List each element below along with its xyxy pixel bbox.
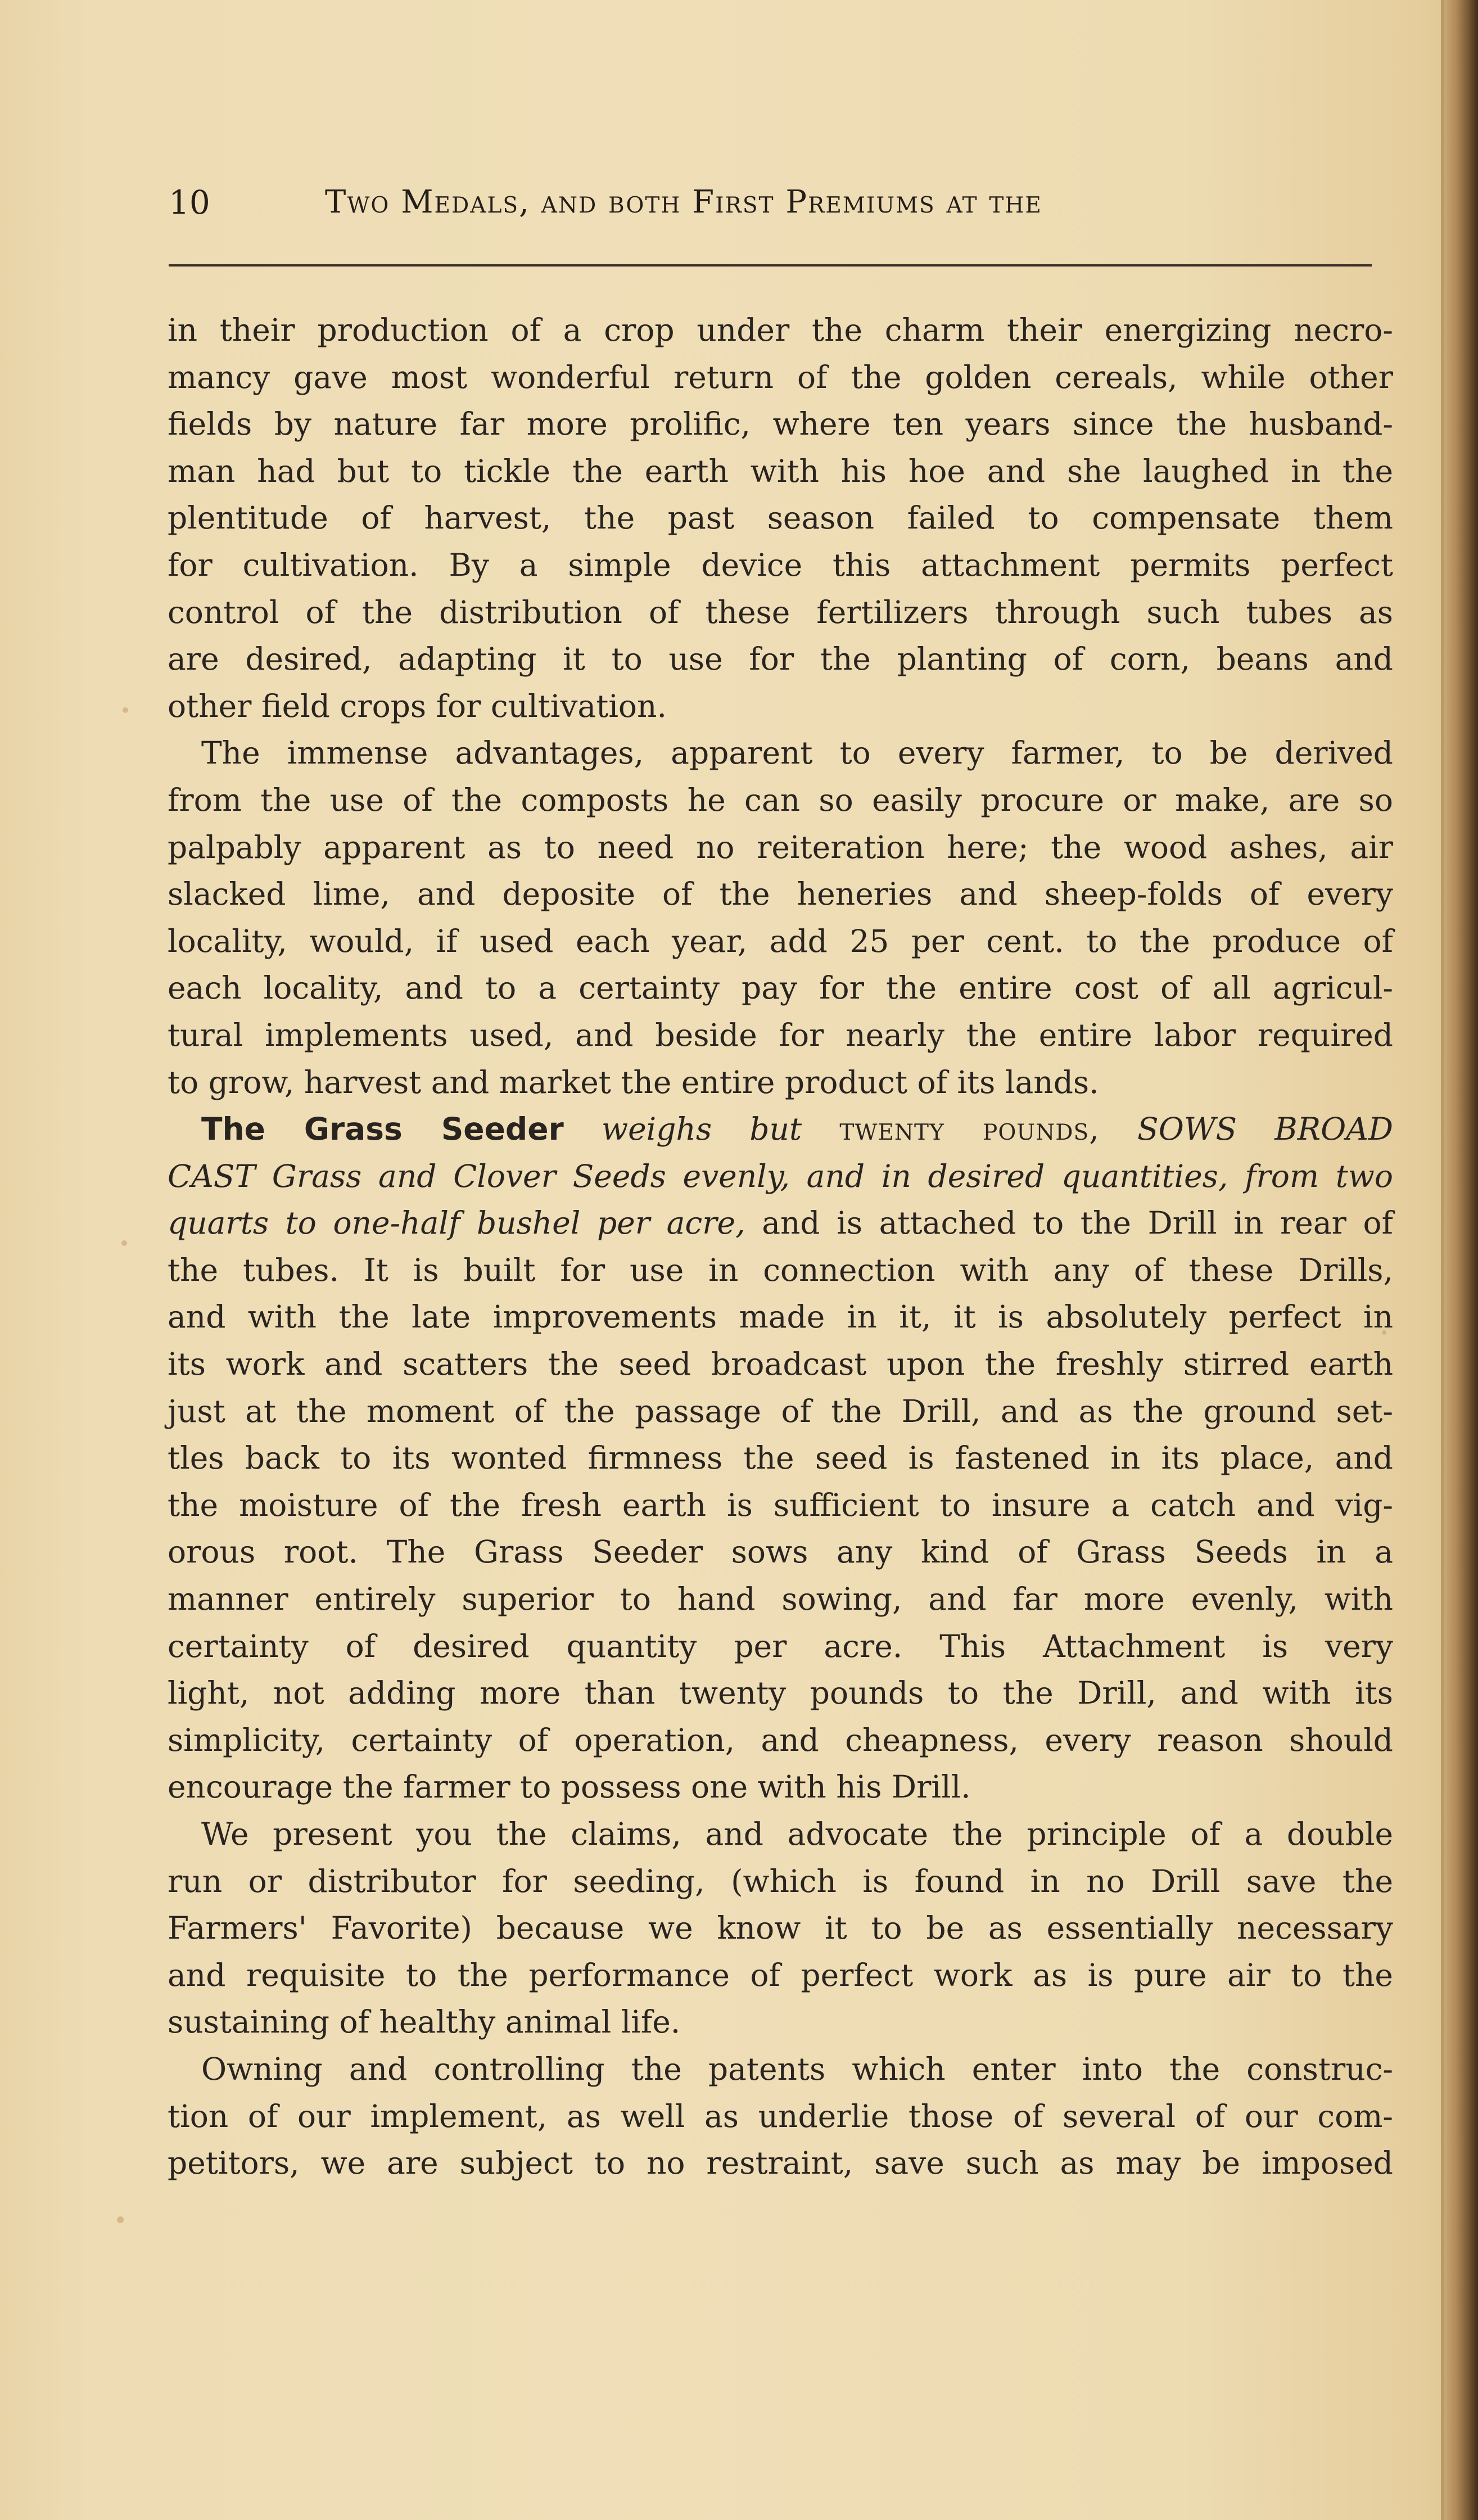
- text-line: light, not adding more than twenty pounds to the Drill, and with its: [168, 1675, 1393, 1711]
- text-line: and requisite to the performance of perfect work as is pure air to the: [168, 1957, 1393, 1993]
- paragraph: [168, 1811, 1393, 2046]
- italic-text: quarts to one-half bushel per acre,: [168, 1205, 745, 1241]
- text-line: tles back to its wonted firmness the seed is fastened in its place, and: [168, 1440, 1393, 1476]
- text-line: tion of our implement, as well as underlie those of several of our com-: [168, 2098, 1393, 2134]
- italic-text: weighs but: [602, 1111, 802, 1148]
- page-number: 10: [169, 183, 210, 222]
- italic-text: SOWS BROAD: [1137, 1111, 1394, 1148]
- text-line: The immense advantages, apparent to every farmer, to be derived: [201, 735, 1393, 771]
- text-line: sustaining of healthy animal life.: [168, 2004, 681, 2040]
- text-line: the moisture of the fresh earth is sufficient to insure a catch and vig-: [168, 1487, 1393, 1523]
- book-spine-edge: [1444, 0, 1478, 2520]
- text-line: slacked lime, and deposite of the heneries and sheep-folds of every: [168, 876, 1393, 913]
- section-heading: The Grass Seeder: [201, 1111, 564, 1148]
- text-line: [168, 1106, 1393, 1153]
- text-line: [168, 1200, 1393, 1247]
- paragraph-grass-seeder: [168, 1106, 1393, 1811]
- paper-stain: [121, 1240, 127, 1246]
- text-line: mancy gave most wonderful return of the golden cereals, while other: [168, 359, 1393, 395]
- text-line: from the use of the composts he can so easily procure or make, are so: [168, 782, 1393, 818]
- text-line: CAST Grass and Clover Seeds evenly, and in desired quantities, from two: [168, 1158, 1393, 1194]
- text-line: fields by nature far more prolific, where ten years since the husband-: [168, 406, 1393, 442]
- paper-stain: [117, 2216, 124, 2223]
- text-line: plentitude of harvest, the past season failed to compensate them: [168, 500, 1393, 536]
- running-head: Two Medals, and both First Premiums at the: [325, 184, 1042, 220]
- text-line: run or distributor for seeding, (which is found in no Drill save the: [168, 1863, 1393, 1899]
- text-line: and with the late improvements made in it, it is absolutely perfect in: [168, 1299, 1393, 1335]
- text-line: simplicity, certainty of operation, and cheapness, every reason should: [168, 1722, 1393, 1758]
- text-line: are desired, adapting it to use for the planting of corn, beans and: [168, 641, 1393, 678]
- text-line: to grow, harvest and market the entire product of its lands.: [168, 1064, 1099, 1100]
- text-line: in their production of a crop under the charm their energizing necro-: [168, 312, 1393, 348]
- paragraph: [168, 307, 1393, 730]
- text-line: man had but to tickle the earth with his hoe and she laughed in the: [168, 453, 1393, 489]
- paper-stain: [123, 707, 128, 713]
- text-line: each locality, and to a certainty pay for the entire cost of all agricul-: [168, 970, 1393, 1006]
- text-line: encourage the farmer to possess one with his Drill.: [168, 1769, 971, 1805]
- text-line: tural implements used, and beside for nearly the entire labor required: [168, 1017, 1393, 1053]
- text-line: the tubes. It is built for use in connection with any of these Drills,: [168, 1252, 1393, 1288]
- text-line: manner entirely superior to hand sowing, and far more evenly, with: [168, 1581, 1393, 1618]
- body-text: [168, 307, 1393, 2187]
- paragraph: [168, 2046, 1393, 2187]
- page-header: [169, 180, 1372, 231]
- text-line: control of the distribution of these fertilizers through such tubes as: [168, 594, 1393, 630]
- text-line: We present you the claims, and advocate the principle of a double: [201, 1816, 1393, 1852]
- text-line: just at the moment of the passage of the Drill, and as the ground set-: [168, 1393, 1393, 1429]
- paragraph: [168, 730, 1393, 1106]
- text-line: its work and scatters the seed broadcast upon the freshly stirred earth: [168, 1346, 1393, 1383]
- text-line: for cultivation. By a simple device this attachment permits perfect: [168, 547, 1393, 583]
- text-line: locality, would, if used each year, add 25 per cent. to the produce of: [168, 923, 1393, 959]
- text-line: other field crops for cultivation.: [168, 688, 667, 724]
- text-line: palpably apparent as to need no reiteration here; the wood ashes, air: [168, 829, 1393, 865]
- text-run: and is attached to the Drill in rear of: [762, 1205, 1393, 1241]
- text-line: Owning and controlling the patents which enter into the construc-: [201, 2051, 1393, 2087]
- small-caps-text: twenty pounds,: [839, 1111, 1100, 1148]
- header-rule: [169, 264, 1372, 267]
- text-line: Farmers' Favorite) because we know it to be as essentially necessary: [168, 1910, 1393, 1947]
- text-line: certainty of desired quantity per acre. This Attachment is very: [168, 1628, 1393, 1664]
- text-line: orous root. The Grass Seeder sows any kind of Grass Seeds in a: [168, 1534, 1393, 1570]
- text-line: petitors, we are subject to no restraint, save such as may be imposed: [168, 2145, 1393, 2182]
